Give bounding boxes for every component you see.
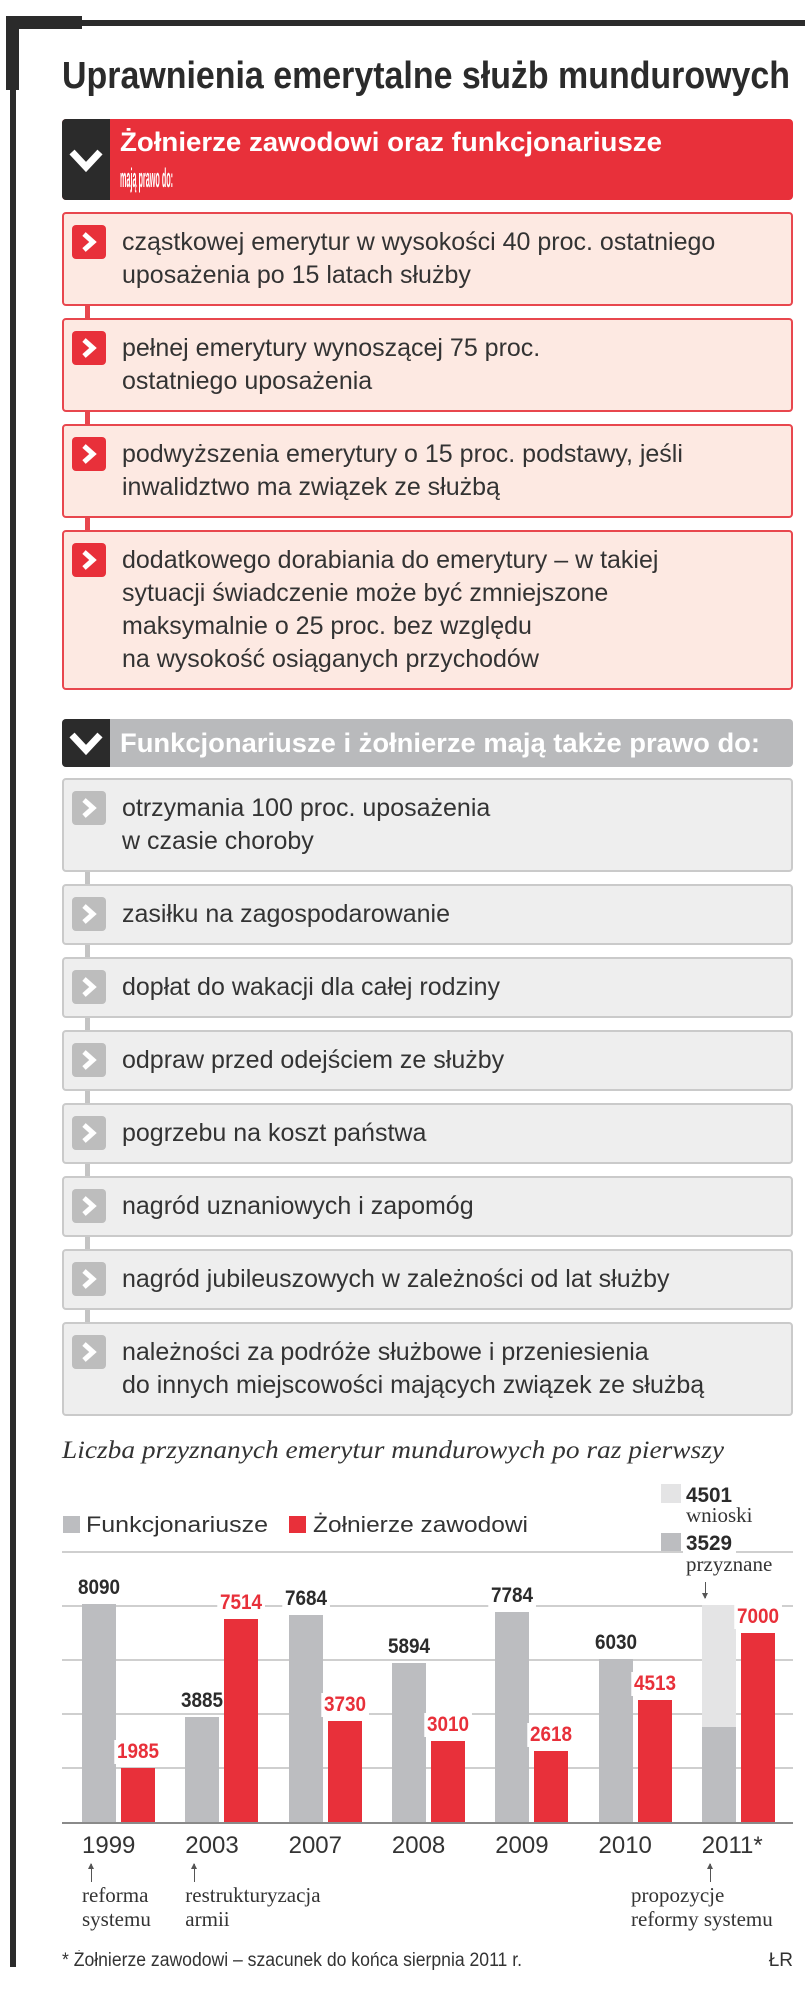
bar-funkcjonariusze [495,1612,529,1822]
list-item-text: pogrzebu na koszt państwa [122,1119,427,1147]
bar-zolnierze [741,1633,775,1822]
list-item [62,530,793,690]
legend-label-przyznane: przyznane [686,1552,773,1576]
list-item [62,1249,793,1310]
list-item [62,778,793,872]
chevron-down-icon [62,119,110,200]
legend-swatch-zolnierze [289,1516,306,1533]
list-item-text: zasiłku na zagospodarowanie [122,900,450,928]
legend-label [86,1512,268,1538]
bar-wnioski [702,1605,736,1727]
chevron-right-icon [72,791,106,825]
footnote-text: * Żołnierze zawodowi – szacunek do końca sierpnia 2011 r. [62,1950,522,1971]
value-label: 2618 [527,1723,574,1747]
bar-funkcjonariusze [702,1727,736,1822]
list-item [62,212,793,306]
value-label: 1985 [114,1740,161,1764]
value-label: 7684 [282,1587,329,1611]
annotation-text: reforma [82,1883,149,1907]
value-label: 3730 [321,1693,368,1717]
page-title [62,56,805,96]
section-header-red [62,119,793,200]
value-label: 7784 [488,1584,535,1608]
legend-swatch-wnioski [661,1484,681,1503]
heading-line: mają prawo do: [120,163,174,193]
bar-zolnierze [224,1619,258,1822]
list-item-text: do innych miejscowości mających związek ze służbą [122,1371,705,1399]
arrow-up-icon [194,1864,195,1882]
connector-line [85,1091,90,1103]
chevron-right-icon [72,1189,106,1223]
section-heading [120,124,662,196]
list-item-text: uposażenia po 15 latach służby [122,261,471,289]
category-label: 1999 [82,1832,136,1859]
list-item-text: na wysokość osiąganych przychodów [122,645,539,673]
gridline [62,1605,793,1607]
list-item-text: odpraw przed odejściem ze służby [122,1046,505,1074]
chevron-right-icon [72,897,106,931]
chevron-right-icon [72,1262,106,1296]
value-label: 4513 [631,1672,678,1696]
red-list [62,212,793,702]
list-item-text: pełnej emerytury wynoszącej 75 proc. [122,334,541,362]
legend-text: Żołnierze zawodowi [313,1512,528,1537]
legend-text: Funkcjonariusze [86,1512,268,1537]
category-label: 2008 [391,1832,446,1859]
bar-zolnierze [328,1721,362,1822]
arrow-down-icon [705,1582,706,1598]
list-item [62,424,793,518]
connector-line [85,518,90,530]
frame-top-rule [82,20,805,26]
frame-left-rule [10,90,16,1967]
arrow-up-icon [710,1864,711,1882]
annotation-text: restrukturyzacja [185,1883,321,1907]
category-label: 2003 [185,1832,239,1859]
chevron-right-icon [72,1116,106,1150]
chevron-right-icon [72,437,106,471]
chevron-right-icon [72,225,106,259]
section-heading [120,725,760,761]
value-label: 5894 [385,1635,432,1659]
bar-zolnierze [638,1700,672,1822]
annotation-text: reformy systemu [631,1907,773,1931]
chevron-right-icon [72,543,106,577]
frame-corner [6,16,19,90]
value-label: 7514 [218,1591,265,1615]
list-item-text: otrzymania 100 proc. uposażenia [122,794,491,822]
connector-line [85,1310,90,1322]
bar-zolnierze [534,1751,568,1822]
connector-line [85,1237,90,1249]
legend-value: 4501 [686,1484,732,1507]
category-label: 2010 [598,1832,652,1859]
list-item-text: nagród uznaniowych i zapomóg [122,1192,474,1220]
chevron-down-icon [62,719,110,767]
bar-funkcjonariusze [82,1604,116,1822]
page-title-text: Uprawnienia emerytalne służb mundurowych [62,55,790,97]
legend-swatch-przyznane [661,1533,681,1551]
footnote [62,1950,559,1972]
list-item-text: podwyższenia emerytury o 15 proc. podstawy, jeśli [122,440,683,468]
connector-line [85,1018,90,1030]
chevron-right-icon [72,331,106,365]
list-item-text: cząstkowej emerytur w wysokości 40 proc. ostatniego [122,228,716,256]
list-item-text: inwalidztwo ma związek ze służbą [122,473,500,501]
connector-line [85,872,90,884]
legend-swatch-funkcjonariusze [63,1516,80,1533]
legend-label-wnioski: wnioski [686,1503,753,1527]
list-item-text: w czasie choroby [122,827,314,855]
legend-value: 3529 [686,1532,732,1555]
bar-funkcjonariusze [392,1663,426,1822]
gridline [62,1659,793,1661]
gridline [62,1767,793,1769]
connector-line [85,412,90,424]
list-item-text: dopłat do wakacji dla całej rodziny [122,973,500,1001]
annotation-text: armii [185,1907,230,1931]
connector-line [85,306,90,318]
list-item [62,318,793,412]
gray-list [62,778,793,1428]
annotation-text: propozycje [631,1883,725,1907]
category-label: 2007 [288,1832,342,1859]
category-label: 2011* [701,1832,763,1859]
list-item-text: maksymalnie o 25 proc. bez względu [122,612,532,640]
list-item [62,1322,793,1416]
bar-zolnierze [121,1768,155,1822]
value-label: 3010 [424,1713,471,1737]
list-item-text: ostatniego uposażenia [122,367,373,395]
heading-text: Funkcjonariusze i żołnierze mają także prawo do: [120,728,760,758]
author-initials: ŁR [768,1950,793,1971]
list-item-text: dodatkowego dorabiania do emerytury – w takiej [122,546,659,574]
value-label: 8090 [75,1576,122,1600]
value-label: 7000 [734,1605,781,1629]
list-item-text: nagród jubileuszowych w zależności od lat służby [122,1265,670,1293]
chevron-right-icon [72,970,106,1004]
list-item-text: należności za podróże służbowe i przeniesienia [122,1338,649,1366]
value-label: 6030 [592,1631,639,1655]
bar-funkcjonariusze [599,1659,633,1822]
list-item-text: sytuacji świadczenie może być zmniejszone [122,579,609,607]
list-item [62,884,793,945]
chart-title-text: Liczba przyznanych emerytur mundurowych po raz pierwszy [62,1437,724,1464]
section-header-gray [62,719,793,767]
chevron-right-icon [72,1335,106,1369]
list-item [62,1103,793,1164]
chart-title [62,1436,724,1466]
connector-line [85,1164,90,1176]
list-item [62,957,793,1018]
list-item [62,1176,793,1237]
arrow-up-icon [91,1864,92,1882]
value-label: 3885 [179,1689,226,1713]
heading-line: Żołnierze zawodowi oraz funkcjonariusze [120,127,662,157]
category-label: 2009 [495,1832,549,1859]
bar-funkcjonariusze [289,1615,323,1822]
chevron-right-icon [72,1043,106,1077]
annotation-text: systemu [82,1907,151,1931]
bar-funkcjonariusze [185,1717,219,1822]
legend-label [313,1512,528,1538]
connector-line [85,945,90,957]
bar-zolnierze [431,1741,465,1822]
list-item [62,1030,793,1091]
x-axis [62,1822,793,1824]
